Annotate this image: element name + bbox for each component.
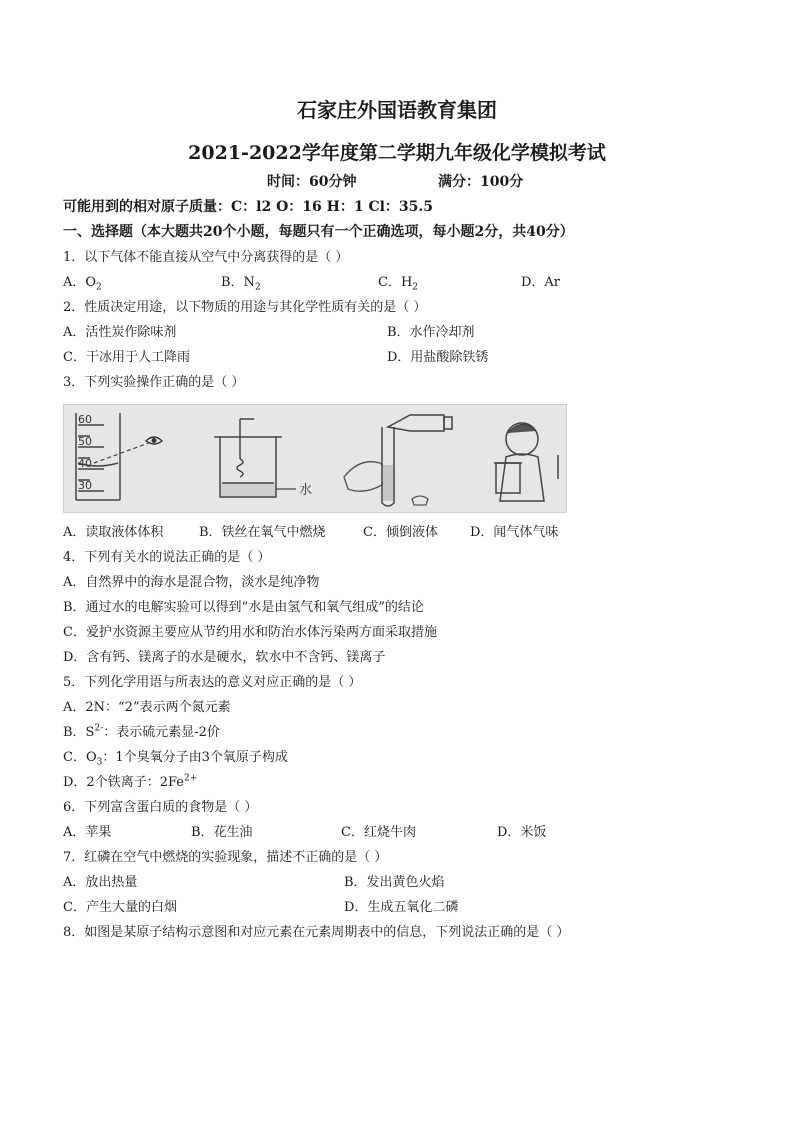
eye-icon <box>146 437 162 444</box>
question-2-stem: 2．性质决定用途，以下物质的用途与其化学性质有关的是（ ） <box>63 300 427 315</box>
question-5-option-a: A．2N：“2”表示两个氮元素 <box>63 700 231 715</box>
section-title: 一、选择题（本大题共20个小题，每题只有一个正确选项，每小题2分，共40分） <box>63 224 574 240</box>
exam-time: 时间：60分钟 <box>267 174 357 190</box>
gas-jar-icon <box>214 419 282 497</box>
scale-label-40: 40 <box>78 457 92 470</box>
question-4-option-b: B．通过水的电解实验可以得到“水是由氢气和氧气组成”的结论 <box>63 600 424 615</box>
question-7-stem: 7．红磷在空气中燃烧的实验现象，描述不正确的是（ ） <box>63 850 388 865</box>
hand-icon <box>344 462 386 492</box>
question-4-option-a: A．自然界中的海水是混合物，淡水是纯净物 <box>63 575 320 590</box>
question-6-option-a: A．苹果 <box>63 825 112 840</box>
question-1-option-c: C．$H_2$ <box>378 275 419 293</box>
exam-full-score: 满分：100分 <box>438 174 524 190</box>
scale-label-30: 30 <box>78 479 92 492</box>
question-3-option-b: B．铁丝在氧气中燃烧 <box>199 525 326 540</box>
water-label: 水 <box>299 483 313 498</box>
question-7-option-c: C．产生大量的白烟 <box>63 900 177 915</box>
question-2-option-b: B．水作冷却剂 <box>387 325 475 340</box>
question-3-option-d: D．闻气体气味 <box>470 525 559 540</box>
question-5-option-d: D．2个铁离子：$2Fe^{2+}$ <box>63 773 198 790</box>
question-3-option-a: A．读取液体体积 <box>63 525 164 540</box>
question-7-option-b: B．发出黄色火焰 <box>344 875 445 890</box>
question-6-stem: 6．下列富含蛋白质的食物是（ ） <box>63 800 258 815</box>
question-6-option-b: B．花生油 <box>191 825 253 840</box>
question-4-option-d: D．含有钙、镁离子的水是硬水，软水中不含钙、镁离子 <box>63 650 386 665</box>
exam-title: 2021-2022学年度第二学期九年级化学模拟考试 <box>188 142 606 164</box>
question-4-option-c: C．爱护水资源主要应从节约用水和防治水体污染两方面采取措施 <box>63 625 437 640</box>
question-2-option-d: D．用盐酸除铁锈 <box>387 350 489 365</box>
gas-bottle-icon <box>494 463 522 493</box>
test-tube-icon <box>382 427 394 506</box>
lab-operations-figure <box>63 404 567 513</box>
question-1-stem: 1．以下气体不能直接从空气中分离获得的是（ ） <box>63 250 349 265</box>
question-6-option-d: D．米饭 <box>497 825 547 840</box>
atomic-masses: 可能用到的相对原子质量：C：l2 O：16 H：1 Cl：35.5 <box>63 199 434 215</box>
question-5-option-b: B．$S^{2-}$：表示硫元素显-2价 <box>63 723 220 740</box>
question-2-option-c: C．干冰用于人工降雨 <box>63 350 190 365</box>
question-6-option-c: C．红烧牛肉 <box>341 825 416 840</box>
child-icon <box>500 423 544 501</box>
question-3-option-c: C．倾倒液体 <box>363 525 438 540</box>
scale-label-50: 50 <box>78 435 92 448</box>
question-5-stem: 5．下列化学用语与所表达的意义对应正确的是（ ） <box>63 675 362 690</box>
question-2-option-a: A．活性炭作除味剂 <box>63 325 177 340</box>
question-4-stem: 4．下列有关水的说法正确的是（ ） <box>63 550 271 565</box>
sight-line <box>94 441 154 463</box>
school-name: 石家庄外国语教育集团 <box>297 98 497 122</box>
question-7-option-d: D．生成五氧化二磷 <box>344 900 459 915</box>
question-1-option-a: A．$O_2$ <box>63 275 102 293</box>
question-3-stem: 3．下列实验操作正确的是（ ） <box>63 375 245 390</box>
bottle-stopper-icon <box>412 496 428 505</box>
question-7-option-a: A．放出热量 <box>63 875 138 890</box>
question-8-stem: 8．如图是某原子结构示意图和对应元素在元素周期表中的信息，下列说法正确的是（ ） <box>63 925 570 940</box>
question-5-option-c: C．$O_3$：1个臭氧分子由3个氧原子构成 <box>63 750 288 768</box>
scale-label-60: 60 <box>78 413 92 426</box>
reagent-bottle-icon <box>388 415 452 431</box>
question-1-option-b: B．$N_2$ <box>221 275 261 293</box>
question-1-option-d: D．Ar <box>521 275 561 290</box>
